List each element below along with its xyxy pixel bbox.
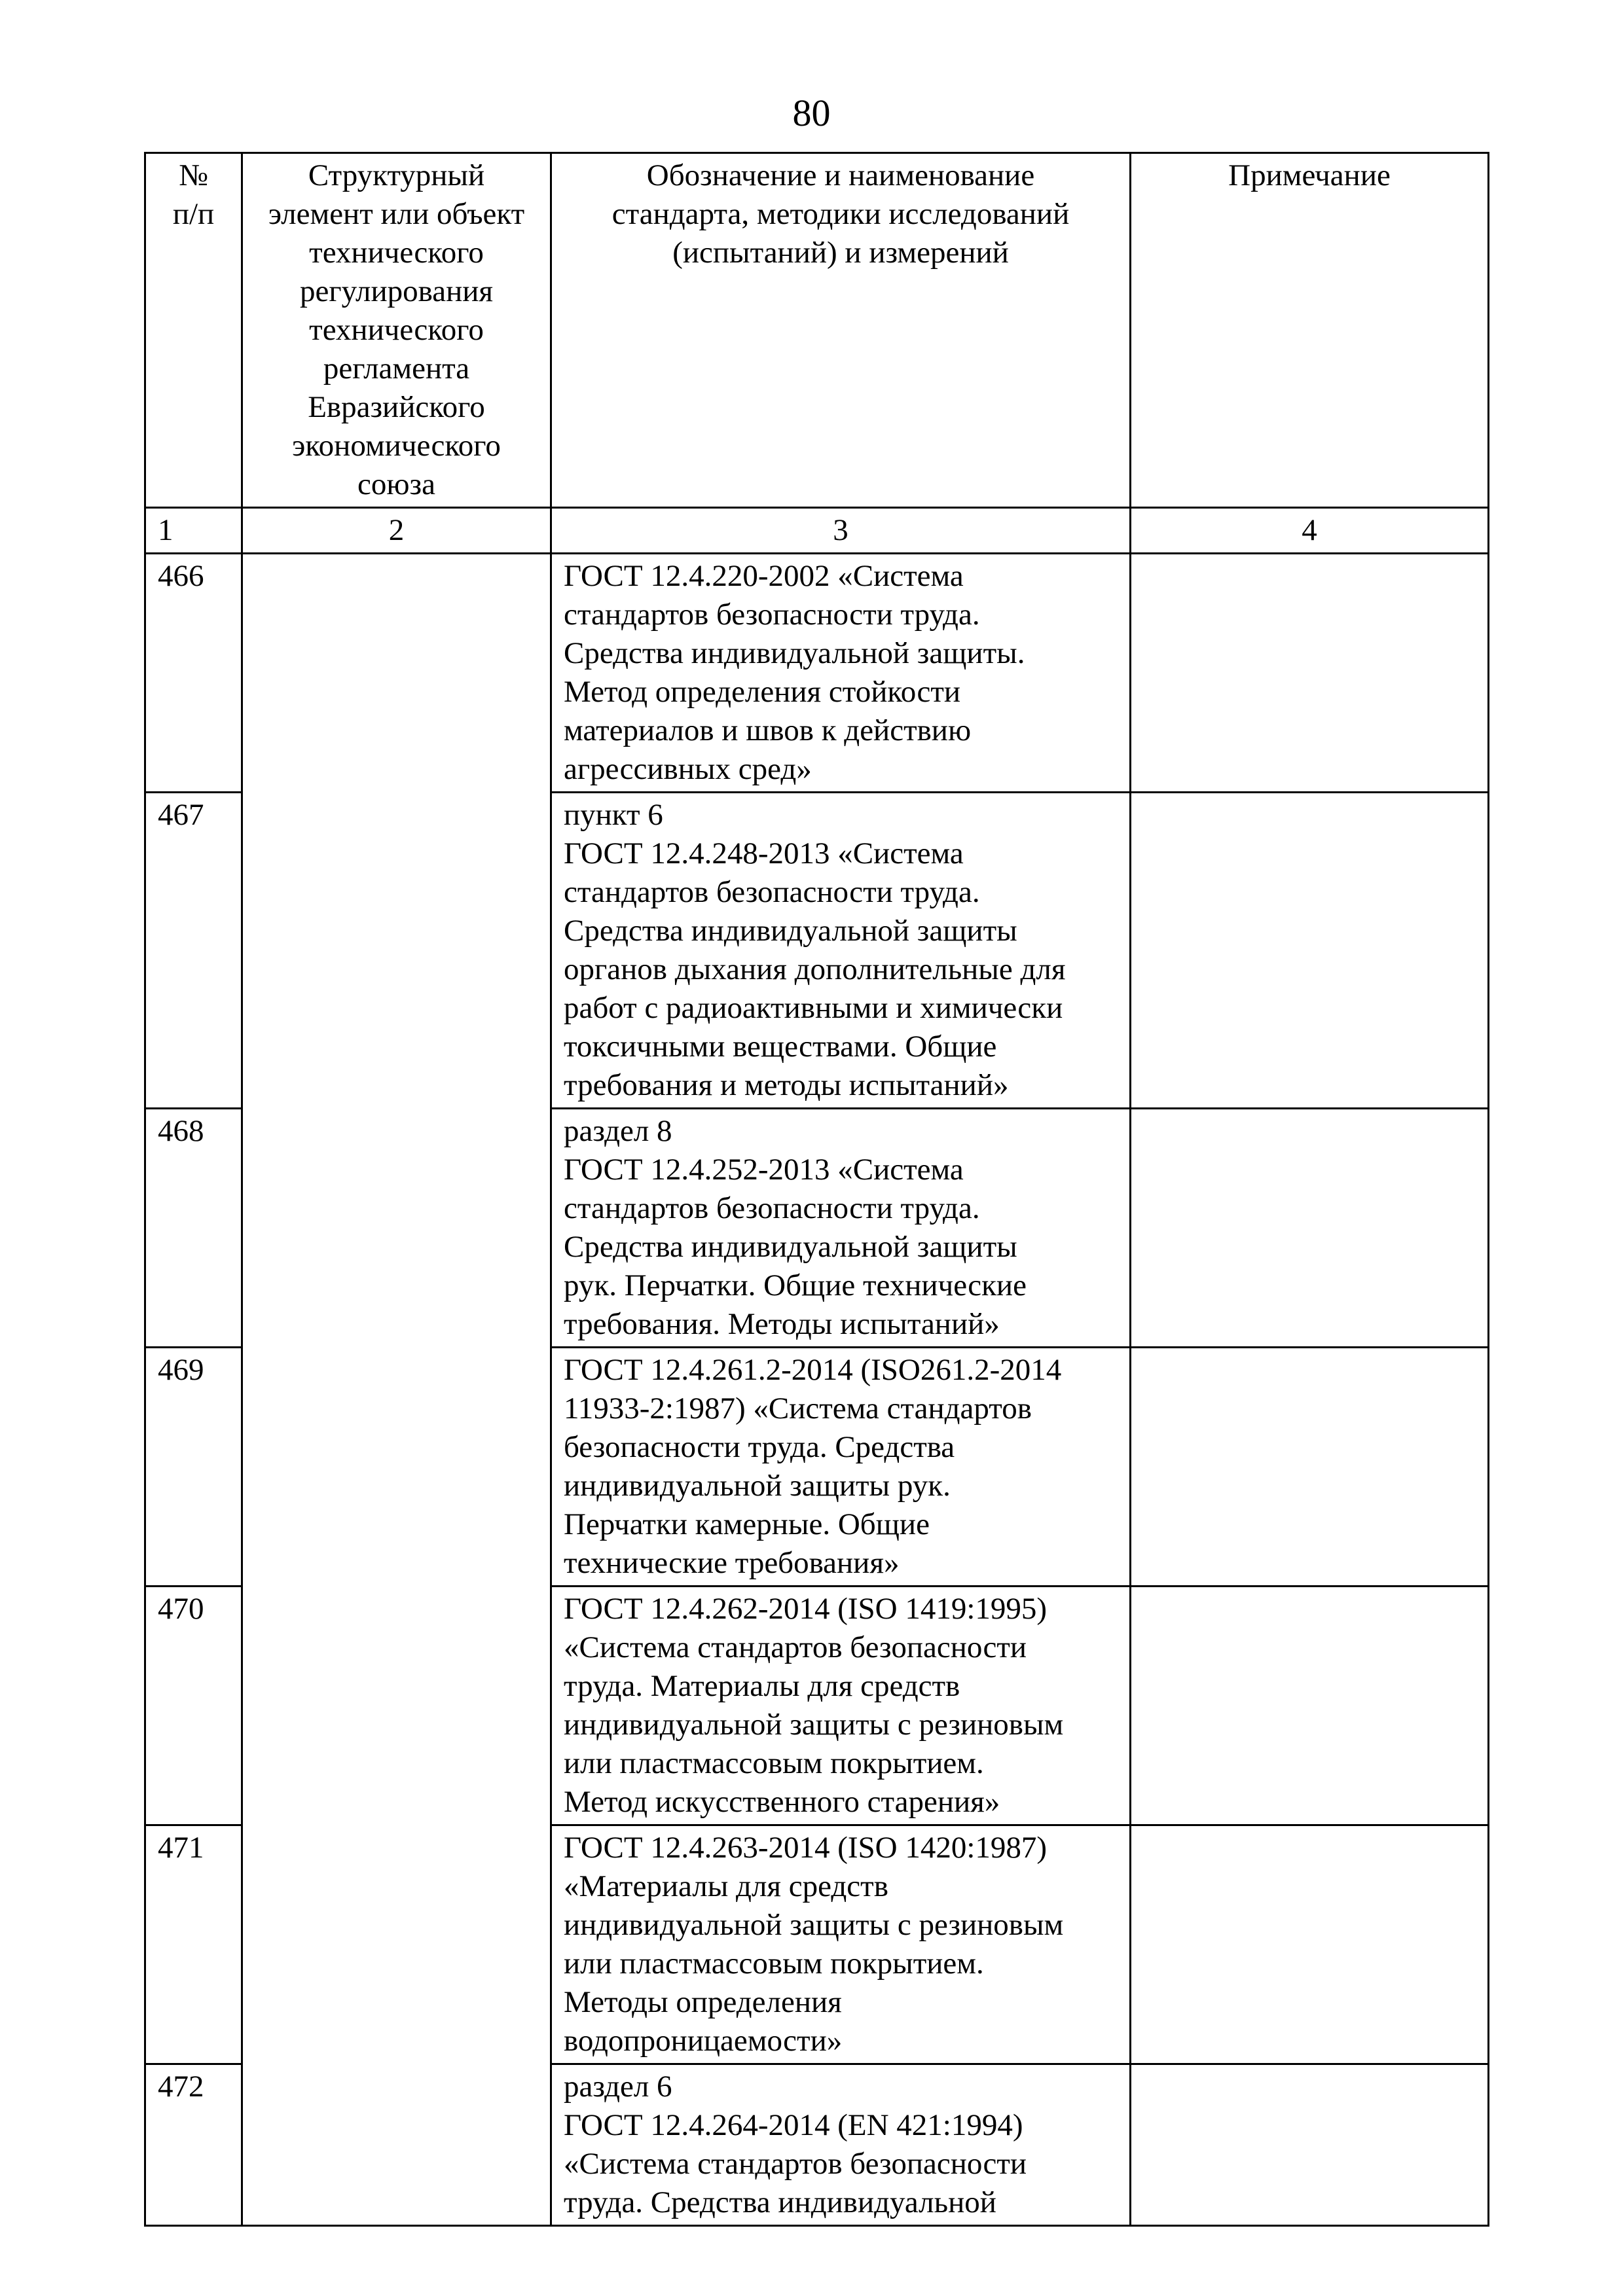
header-standard-designation: Обозначение и наименование стандарта, методики исследований (испытаний) и измерений (551, 153, 1131, 508)
header-structural-element: Структурный элемент или объект технического регулирования технического регламента Евразийского экономического союза (242, 153, 551, 508)
header-note: Примечание (1131, 153, 1489, 508)
note-cell (1131, 793, 1489, 1109)
column-number: 4 (1131, 508, 1489, 554)
structural-element-cell (242, 554, 551, 2226)
note-cell (1131, 1348, 1489, 1587)
row-number: 470 (145, 1587, 242, 1825)
standards-table (144, 152, 1489, 2227)
row-number: 466 (145, 554, 242, 793)
row-number: 467 (145, 793, 242, 1109)
table-row (145, 554, 1489, 793)
standard-text: пункт 6 ГОСТ 12.4.248-2013 «Система стандартов безопасности труда. Средства индивидуальной защиты органов дыхания дополнительные для работ с радиоактивными и химически токсичными веществами. Общие требования и методы испытаний» (551, 793, 1131, 1109)
standard-text: раздел 8 ГОСТ 12.4.252-2013 «Система стандартов безопасности труда. Средства индивидуальной защиты рук. Перчатки. Общие технические требования. Методы испытаний» (551, 1109, 1131, 1348)
row-number: 472 (145, 2064, 242, 2226)
row-number: 469 (145, 1348, 242, 1587)
standard-text: ГОСТ 12.4.262-2014 (ISO 1419:1995) «Система стандартов безопасности труда. Материалы для средств индивидуальной защиты с резиновым или пластмассовым покрытием. Метод искусственного старения» (551, 1587, 1131, 1825)
column-number: 1 (145, 508, 242, 554)
standard-text: ГОСТ 12.4.263-2014 (ISO 1420:1987) «Материалы для средств индивидуальной защиты с резиновым или пластмассовым покрытием. Методы определения водопроницаемости» (551, 1825, 1131, 2064)
note-cell (1131, 1109, 1489, 1348)
column-number-row (145, 508, 1489, 554)
header-number: № п/п (145, 153, 242, 508)
table-header-row (145, 153, 1489, 508)
note-cell (1131, 2064, 1489, 2226)
standard-text: ГОСТ 12.4.220-2002 «Система стандартов безопасности труда. Средства индивидуальной защиты. Метод определения стойкости материалов и швов к действию агрессивных сред» (551, 554, 1131, 793)
note-cell (1131, 1825, 1489, 2064)
column-number: 2 (242, 508, 551, 554)
row-number: 468 (145, 1109, 242, 1348)
standard-text: раздел 6 ГОСТ 12.4.264-2014 (EN 421:1994) «Система стандартов безопасности труда. Средства индивидуальной (551, 2064, 1131, 2226)
page-number: 80 (792, 92, 831, 134)
note-cell (1131, 554, 1489, 793)
note-cell (1131, 1587, 1489, 1825)
standard-text: ГОСТ 12.4.261.2-2014 (ISO261.2-2014 11933-2:1987) «Система стандартов безопасности труда. Средства индивидуальной защиты рук. Перчатки камерные. Общие технические требования» (551, 1348, 1131, 1587)
row-number: 471 (145, 1825, 242, 2064)
column-number: 3 (551, 508, 1131, 554)
